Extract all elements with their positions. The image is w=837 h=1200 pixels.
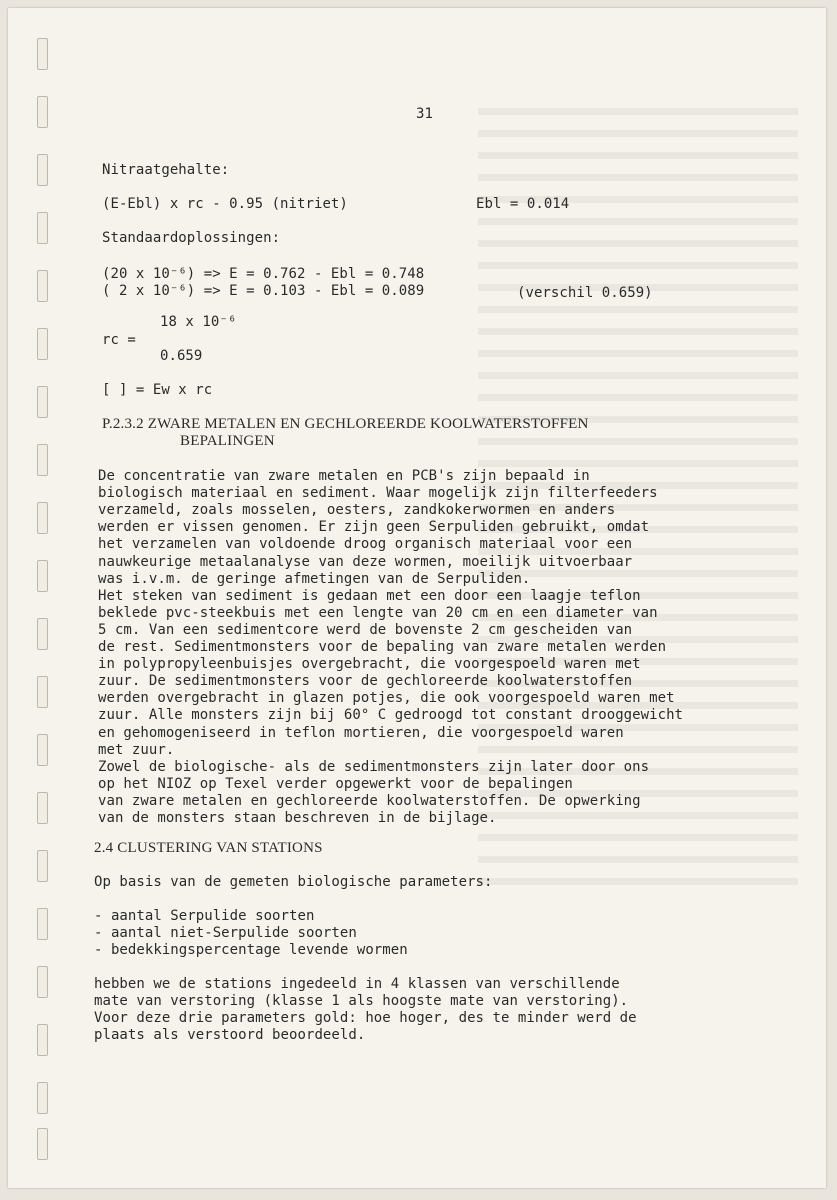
rc-label: rc = bbox=[102, 332, 136, 348]
paragraph-line: met zuur. bbox=[98, 741, 175, 758]
document-page bbox=[8, 8, 826, 1188]
paragraph-line: het verzamelen van voldoende droog organisch materiaal voor een bbox=[98, 536, 633, 553]
paragraph-line: was i.v.m. de geringe afmetingen van de Serpuliden. bbox=[98, 570, 531, 587]
clustering-intro: Op basis van de gemeten biologische parameters: bbox=[94, 874, 493, 890]
paragraph-line: van zware metalen en gechloreerde koolwaterstoffen. De opwerking bbox=[98, 792, 641, 809]
concentration-formula: [ ] = Ew x rc bbox=[102, 382, 213, 398]
paragraph-line: van de monsters staan beschreven in de bijlage. bbox=[98, 810, 497, 826]
paragraph-line: verzameld, zoals mosselen, oesters, zandkokerwormen en anders bbox=[98, 502, 616, 519]
difference-note: (verschil 0.659) bbox=[517, 285, 653, 301]
paragraph-line: Het steken van sediment is gedaan met een door een laagje teflon bbox=[98, 587, 641, 604]
list-item: - aantal niet-Serpulide soorten bbox=[94, 925, 357, 941]
list-item: - aantal Serpulide soorten bbox=[94, 908, 315, 924]
paragraph-line: biologisch materiaal en sediment. Waar mogelijk zijn filterfeeders bbox=[98, 485, 658, 502]
section-title-metals-2: BEPALINGEN bbox=[180, 433, 275, 449]
list-item: - bedekkingspercentage levende wormen bbox=[94, 942, 408, 958]
paragraph-line: werden overgebracht in glazen potjes, die ook voorgespoeld waren met bbox=[98, 690, 675, 707]
paragraph-line: mate van verstoring (klasse 1 als hoogste mate van verstoring). bbox=[94, 993, 629, 1009]
paragraph-line: hebben we de stations ingedeeld in 4 klassen van verschillende bbox=[94, 976, 620, 992]
paragraph-line: plaats als verstoord beoordeeld. bbox=[94, 1027, 366, 1043]
standards-heading: Standaardoplossingen: bbox=[102, 230, 281, 246]
section-title-clustering: 2.4 CLUSTERING VAN STATIONS bbox=[94, 840, 323, 856]
spiral-binding bbox=[37, 38, 51, 1158]
paragraph-line: Voor deze drie parameters gold: hoe hoger, des te minder werd de bbox=[94, 1010, 637, 1026]
paragraph-line: de rest. Sedimentmonsters voor de bepaling van zware metalen werden bbox=[98, 639, 667, 655]
paragraph-line: zuur. Alle monsters zijn bij 60° C gedroogd tot constant drooggewicht bbox=[98, 707, 684, 724]
section-title-metals: P.2.3.2 ZWARE METALEN EN GECHLOREERDE KOOLWATERSTOFFEN bbox=[102, 416, 589, 432]
ebl-value: Ebl = 0.014 bbox=[476, 196, 570, 212]
rc-denominator: 0.659 bbox=[160, 348, 203, 364]
paragraph-line: De concentratie van zware metalen en PCB's zijn bepaald in bbox=[98, 468, 590, 484]
paragraph-line: in polypropyleenbuisjes overgebracht, die voorgespoeld waren met bbox=[98, 656, 641, 673]
rc-numerator: 18 x 10⁻⁶ bbox=[160, 314, 237, 330]
standard-line-2: ( 2 x 10⁻⁶) => E = 0.103 - Ebl = 0.089 bbox=[102, 283, 425, 299]
paragraph-line: Zowel de biologische- als de sedimentmonsters zijn later door ons bbox=[98, 758, 650, 775]
paragraph-line: en gehomogeniseerd in teflon mortieren, die voorgespoeld waren bbox=[98, 724, 624, 741]
nitrate-formula: (E-Ebl) x rc - 0.95 (nitriet) bbox=[102, 196, 348, 212]
paragraph-line: zuur. De sedimentmonsters voor de gechloreerde koolwaterstoffen bbox=[98, 673, 633, 690]
standard-line-1: (20 x 10⁻⁶) => E = 0.762 - Ebl = 0.748 bbox=[102, 266, 425, 282]
paragraph-line: 5 cm. Van een sedimentcore werd de bovenste 2 cm gescheiden van bbox=[98, 621, 633, 638]
paragraph-line: op het NIOZ op Texel verder opgewerkt voor de bepalingen bbox=[98, 775, 573, 792]
paragraph-line: nauwkeurige metaalanalyse van deze wormen, moeilijk uitvoerbaar bbox=[98, 553, 633, 570]
nitrate-heading: Nitraatgehalte: bbox=[102, 162, 230, 178]
paragraph-line: beklede pvc-steekbuis met een lengte van 20 cm en een diameter van bbox=[98, 604, 658, 621]
paragraph-line: werden er vissen genomen. Er zijn geen Serpuliden gebruikt, omdat bbox=[98, 519, 650, 536]
page-number: 31 bbox=[416, 106, 433, 122]
